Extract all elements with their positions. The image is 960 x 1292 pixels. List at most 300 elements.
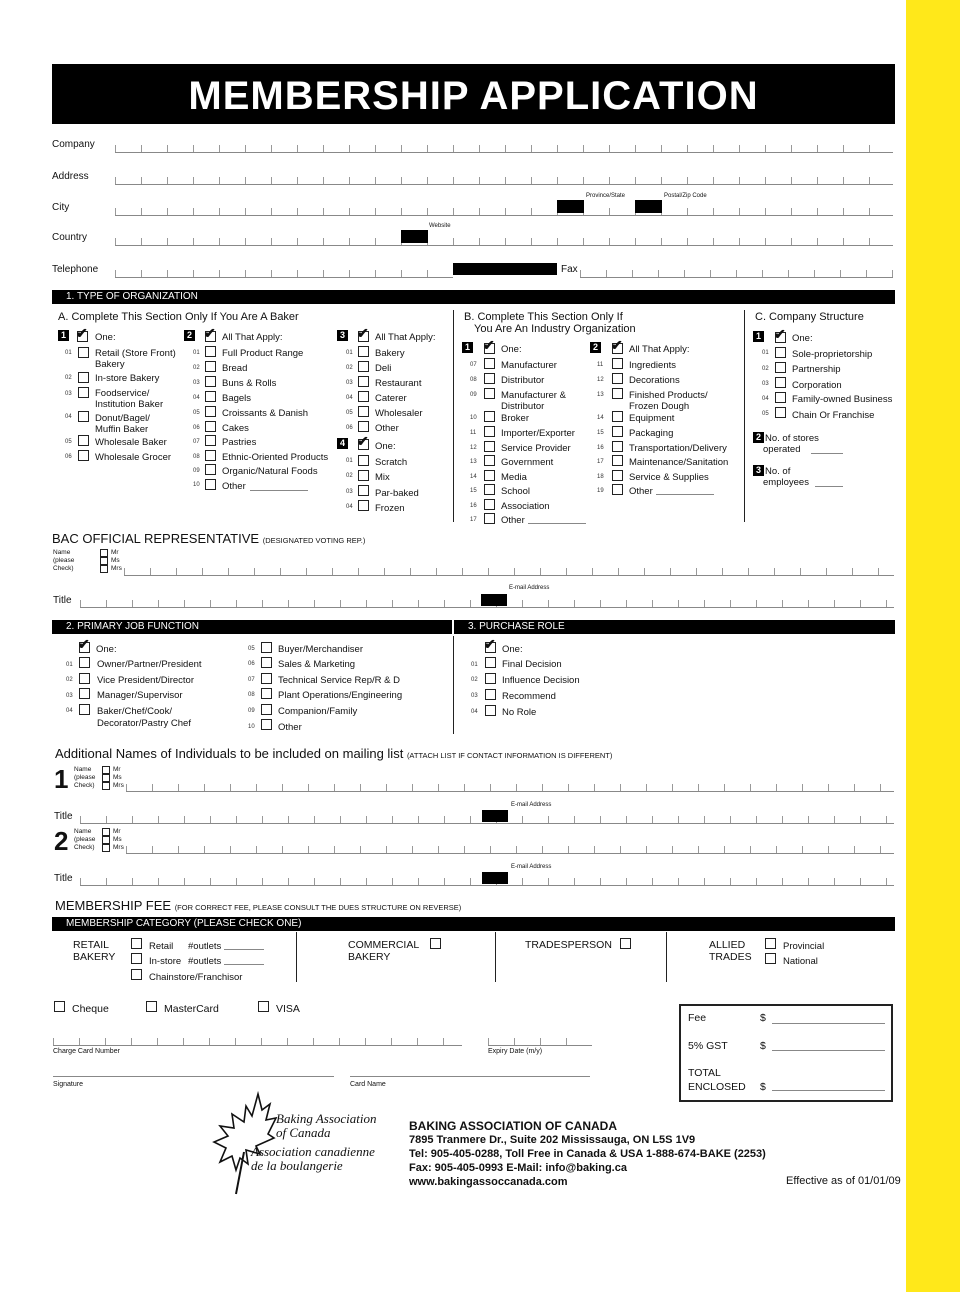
outlets-label: #outlets xyxy=(188,956,222,967)
yellow-edge-strip xyxy=(906,0,960,1292)
group-b2-number: 2 xyxy=(590,342,601,353)
frozen-checkbox[interactable] xyxy=(358,500,369,511)
fee-dollar: $ xyxy=(760,1012,766,1024)
option-index: 04 xyxy=(762,396,769,402)
ms-label: Ms xyxy=(113,836,122,843)
telephone-input[interactable] xyxy=(115,268,453,278)
option-label: Other xyxy=(278,722,302,733)
option-index: 02 xyxy=(66,677,73,683)
group-c3-number: 3 xyxy=(753,465,764,476)
ms-checkbox[interactable] xyxy=(102,774,110,782)
option-index: 06 xyxy=(193,425,200,431)
option-label: Partnership xyxy=(792,364,841,375)
association-checkbox[interactable] xyxy=(484,499,495,510)
footer-fax: Fax: 905-405-0993 E-Mail: info@baking.ca xyxy=(409,1162,627,1174)
option-label: In-store Bakery xyxy=(95,373,160,384)
check-mark-icon: ✔ xyxy=(484,636,496,652)
national-label: National xyxy=(783,956,818,967)
name-label-3: Check) xyxy=(74,782,95,789)
mrs-checkbox[interactable] xyxy=(102,844,110,852)
option-index: 03 xyxy=(193,380,200,386)
additional-2-name-input[interactable] xyxy=(126,844,894,854)
fee-input[interactable] xyxy=(772,1023,885,1024)
plant-operations-checkbox[interactable] xyxy=(261,688,272,699)
group-a2-number: 2 xyxy=(184,330,195,341)
option-index: 10 xyxy=(193,482,200,488)
email-label: E-mail Address xyxy=(511,802,552,808)
option-index: 01 xyxy=(762,350,769,356)
mr-checkbox[interactable] xyxy=(102,766,110,774)
retail-outlets-input[interactable] xyxy=(224,949,264,950)
mr-checkbox[interactable] xyxy=(100,549,108,557)
email-label: E-mail Address xyxy=(509,585,550,591)
option-label: Decorator/Pastry Chef xyxy=(97,718,191,729)
option-index: 08 xyxy=(248,692,255,698)
city-label: City xyxy=(52,202,70,213)
fax-input[interactable] xyxy=(580,268,893,278)
card-number-label: Charge Card Number xyxy=(53,1048,120,1055)
option-index: 13 xyxy=(470,459,477,465)
service-supplies-checkbox[interactable] xyxy=(612,470,623,481)
in-store-bakery-checkbox[interactable] xyxy=(78,372,89,383)
fax-label: Fax xyxy=(561,264,578,275)
retail-bakery-label-2: BAKERY xyxy=(73,951,116,963)
influence-decision-checkbox[interactable] xyxy=(485,673,496,684)
transportation-checkbox[interactable] xyxy=(612,441,623,452)
option-label: Mix xyxy=(375,472,390,483)
option-label: Croissants & Danish xyxy=(222,408,309,419)
ms-checkbox[interactable] xyxy=(102,836,110,844)
vp-checkbox[interactable] xyxy=(79,673,90,684)
visa-label: VISA xyxy=(276,1003,300,1015)
option-label: Owner/Partner/President xyxy=(97,659,202,670)
bagels-checkbox[interactable] xyxy=(205,391,216,402)
option-index: 01 xyxy=(66,662,73,668)
other-b1-checkbox[interactable] xyxy=(484,513,495,524)
distributor-checkbox[interactable] xyxy=(484,373,495,384)
provincial-checkbox[interactable] xyxy=(765,938,776,949)
instore-label: In-store xyxy=(149,956,182,967)
card-name-input[interactable] xyxy=(350,1076,590,1077)
sales-marketing-checkbox[interactable] xyxy=(261,657,272,668)
group-a4-number: 4 xyxy=(337,438,348,449)
full-product-range-checkbox[interactable] xyxy=(205,346,216,357)
scratch-checkbox[interactable] xyxy=(358,455,369,466)
name-label-3: Check) xyxy=(74,844,95,851)
option-index: 07 xyxy=(248,677,255,683)
option-index: 05 xyxy=(193,410,200,416)
country-label: Country xyxy=(52,232,88,243)
option-index: 08 xyxy=(193,454,200,460)
sole-proprietorship-checkbox[interactable] xyxy=(775,347,786,358)
option-index: 12 xyxy=(597,377,604,383)
option-label: Service & Supplies xyxy=(629,472,709,483)
option-index: 01 xyxy=(193,350,200,356)
divider xyxy=(296,932,297,982)
email-label: E-mail Address xyxy=(511,864,552,870)
wholesaler-checkbox[interactable] xyxy=(358,406,369,417)
email-marker xyxy=(481,594,507,606)
manufacturer-distributor-checkbox[interactable] xyxy=(484,388,495,399)
option-label: Buns & Rolls xyxy=(222,378,277,389)
address-label: Address xyxy=(52,171,89,182)
section-c-title: C. Company Structure xyxy=(755,311,864,323)
option-label: Wholesaler xyxy=(375,408,423,419)
additional-names-title-text: Additional Names of Individuals to be included on mailing list xyxy=(55,746,404,761)
option-label: No Role xyxy=(502,707,537,718)
family-owned-checkbox[interactable] xyxy=(775,392,786,403)
option-index: 04 xyxy=(65,414,72,420)
option-label: Finished Products/ xyxy=(629,390,708,401)
mrs-checkbox[interactable] xyxy=(100,565,108,573)
option-label: Sole-proprietorship xyxy=(792,349,873,360)
owner-checkbox[interactable] xyxy=(79,657,90,668)
allied-trades-label-2: TRADES xyxy=(709,951,752,963)
option-label: Full Product Range xyxy=(222,348,304,359)
option-index: 17 xyxy=(470,517,477,523)
check-mark-icon: ✔ xyxy=(357,433,369,449)
divider-job-purchase xyxy=(453,636,454,734)
bakery-a3-checkbox[interactable] xyxy=(358,346,369,357)
footer-org: BAKING ASSOCIATION OF CANADA xyxy=(409,1119,617,1133)
deli-checkbox[interactable] xyxy=(358,361,369,372)
stores-label: No. of stores xyxy=(765,433,819,444)
cakes-checkbox[interactable] xyxy=(205,421,216,432)
option-index: 04 xyxy=(346,395,353,401)
name-label: Name xyxy=(74,766,92,773)
group-a4-one-label: One: xyxy=(375,441,396,452)
mr-label: Mr xyxy=(111,549,119,556)
check-mark-icon: ✔ xyxy=(76,325,88,341)
expiry-label: Expiry Date (m/y) xyxy=(488,1048,543,1055)
option-index: 06 xyxy=(346,425,353,431)
footer-website[interactable]: www.bakingassoccanada.com xyxy=(409,1176,568,1188)
organic-foods-checkbox[interactable] xyxy=(205,464,216,475)
retail-label: Retail xyxy=(149,941,174,952)
option-label: Transportation/Delivery xyxy=(629,443,727,454)
title-label: Title xyxy=(54,811,73,822)
mastercard-label: MasterCard xyxy=(164,1003,219,1015)
equipment-checkbox[interactable] xyxy=(612,411,623,422)
bread-checkbox[interactable] xyxy=(205,361,216,372)
tradesperson-label: TRADESPERSON xyxy=(525,939,612,951)
country-input[interactable] xyxy=(115,236,893,246)
option-label: Ingredients xyxy=(629,360,677,371)
option-label: Technical Service Rep/R & D xyxy=(278,675,400,686)
rep-name-input[interactable] xyxy=(124,566,894,576)
option-label: Wholesale Grocer xyxy=(95,452,172,463)
option-index: 13 xyxy=(597,392,604,398)
option-label: Recommend xyxy=(502,691,556,702)
option-label: Packaging xyxy=(629,428,674,439)
option-label: Manufacturer xyxy=(501,360,557,371)
company-input[interactable] xyxy=(115,143,893,153)
option-label: Frozen Dough xyxy=(629,401,690,412)
option-label: Bakery xyxy=(95,359,125,370)
address-input[interactable] xyxy=(115,175,893,185)
representative-title-text: BAC OFFICIAL REPRESENTATIVE xyxy=(52,531,260,546)
baker-chef-checkbox[interactable] xyxy=(79,704,90,715)
footer-contact xyxy=(409,1119,766,1189)
option-label: School xyxy=(501,486,531,497)
wholesale-grocer-checkbox[interactable] xyxy=(78,450,89,461)
name-label-2: (please xyxy=(53,557,75,564)
option-index: 11 xyxy=(470,430,477,436)
effective-date: Effective as of 01/01/09 xyxy=(786,1175,901,1187)
name-label-3: Check) xyxy=(53,565,74,572)
ingredients-checkbox[interactable] xyxy=(612,358,623,369)
chainstore-checkbox[interactable] xyxy=(131,969,142,980)
representative-note: (DESIGNATED VOTING REP.) xyxy=(262,536,366,545)
media-checkbox[interactable] xyxy=(484,470,495,481)
card-number-input[interactable] xyxy=(53,1036,462,1046)
option-index: 05 xyxy=(65,439,72,445)
option-index: 09 xyxy=(470,392,477,398)
donut-bagel-checkbox[interactable] xyxy=(78,411,89,422)
province-label: Province/State xyxy=(586,193,626,199)
maintenance-checkbox[interactable] xyxy=(612,455,623,466)
mrs-label: Mrs xyxy=(113,844,124,851)
other-a2-input[interactable] xyxy=(250,490,308,491)
decorations-checkbox[interactable] xyxy=(612,373,623,384)
postal-label: Postal/Zip Code xyxy=(664,193,707,199)
other-job-checkbox[interactable] xyxy=(261,719,272,730)
option-label: Broker xyxy=(501,413,529,424)
option-index: 01 xyxy=(471,662,478,668)
other-b1-input[interactable] xyxy=(528,523,586,524)
other-b2-input[interactable] xyxy=(656,494,714,495)
mix-checkbox[interactable] xyxy=(358,470,369,481)
option-label: Par-baked xyxy=(375,488,419,499)
school-checkbox[interactable] xyxy=(484,484,495,495)
option-index: 03 xyxy=(471,693,478,699)
website-marker xyxy=(401,230,428,243)
signature-input[interactable] xyxy=(53,1076,334,1077)
stores-input[interactable] xyxy=(811,453,843,454)
corporation-checkbox[interactable] xyxy=(775,377,786,388)
logo-line-1: Baking Association xyxy=(276,1111,377,1126)
fee-label: Fee xyxy=(688,1012,707,1024)
no-role-checkbox[interactable] xyxy=(485,705,496,716)
title-label: Title xyxy=(54,873,73,884)
wholesale-baker-checkbox[interactable] xyxy=(78,435,89,446)
group-b1-number: 1 xyxy=(462,342,473,353)
option-label: Muffin Baker xyxy=(95,424,149,435)
option-index: 04 xyxy=(66,708,73,714)
option-label: Frozen xyxy=(375,503,405,514)
manager-checkbox[interactable] xyxy=(79,688,90,699)
option-index: 04 xyxy=(346,504,353,510)
company-label: Company xyxy=(52,139,95,150)
option-index: 15 xyxy=(470,488,477,494)
mrs-label: Mrs xyxy=(113,782,124,789)
group-a3-all-label: All That Apply: xyxy=(375,332,436,343)
group-a2-all-label: All That Apply: xyxy=(222,332,283,343)
section-a-title: A. Complete This Section Only If You Are A Baker xyxy=(58,311,299,323)
chainstore-label: Chainstore/Franchisor xyxy=(149,972,243,983)
option-index: 04 xyxy=(193,395,200,401)
option-label: Cakes xyxy=(222,423,249,434)
partnership-checkbox[interactable] xyxy=(775,362,786,373)
tradesperson-checkbox[interactable] xyxy=(620,938,631,949)
option-label: Scratch xyxy=(375,457,408,468)
commercial-bakery-label-2: BAKERY xyxy=(348,951,391,963)
caterer-checkbox[interactable] xyxy=(358,391,369,402)
name-label: Name xyxy=(74,828,92,835)
option-label: Sales & Marketing xyxy=(278,659,356,670)
option-index: 01 xyxy=(346,350,353,356)
option-index: 03 xyxy=(346,380,353,386)
divider-a-b xyxy=(453,310,454,522)
technical-service-checkbox[interactable] xyxy=(261,673,272,684)
ms-label: Ms xyxy=(111,557,120,564)
option-index: 12 xyxy=(470,445,477,451)
buyer-checkbox[interactable] xyxy=(261,642,272,653)
option-index: 02 xyxy=(471,677,478,683)
option-index: 02 xyxy=(193,365,200,371)
option-index: 09 xyxy=(248,708,255,714)
option-label: Other xyxy=(501,515,525,526)
croissants-checkbox[interactable] xyxy=(205,406,216,417)
foodservice-checkbox[interactable] xyxy=(78,387,89,398)
title-label: Title xyxy=(53,595,72,606)
restaurant-checkbox[interactable] xyxy=(358,376,369,387)
option-label: Ethnic-Oriented Products xyxy=(222,452,329,463)
option-label: Buyer/Merchandiser xyxy=(278,644,364,655)
option-index: 05 xyxy=(762,411,769,417)
total-dollar: $ xyxy=(760,1081,766,1093)
finished-products-checkbox[interactable] xyxy=(612,388,623,399)
name-label: Name xyxy=(53,549,71,556)
page-title: MEMBERSHIP APPLICATION xyxy=(52,64,895,124)
broker-checkbox[interactable] xyxy=(484,411,495,422)
option-index: 15 xyxy=(597,430,604,436)
employees-label: No. of xyxy=(765,466,791,477)
stores-label-2: operated xyxy=(763,444,801,455)
option-label: Retail (Store Front) xyxy=(95,348,176,359)
check-mark-icon: ✔ xyxy=(611,337,623,353)
instore-outlets-input[interactable] xyxy=(224,964,264,965)
manufacturer-checkbox[interactable] xyxy=(484,358,495,369)
packaging-checkbox[interactable] xyxy=(612,426,623,437)
entry-number-1: 1 xyxy=(54,764,69,794)
fax-marker xyxy=(453,263,557,275)
option-label: Equipment xyxy=(629,413,675,424)
cheque-label: Cheque xyxy=(72,1003,109,1015)
ms-label: Ms xyxy=(113,774,122,781)
membership-category-header: MEMBERSHIP CATEGORY (PLEASE CHECK ONE) xyxy=(52,917,895,931)
chain-franchise-checkbox[interactable] xyxy=(775,407,786,418)
option-index: 03 xyxy=(346,489,353,495)
divider xyxy=(495,932,496,982)
retail-store-front-checkbox[interactable] xyxy=(78,347,89,358)
gst-input[interactable] xyxy=(772,1050,885,1051)
check-mark-icon: ✔ xyxy=(204,325,216,341)
ms-checkbox[interactable] xyxy=(100,557,108,565)
card-name-label: Card Name xyxy=(350,1081,386,1088)
service-provider-checkbox[interactable] xyxy=(484,441,495,452)
provincial-label: Provincial xyxy=(783,941,825,952)
option-label: Influence Decision xyxy=(502,675,580,686)
other-b2-checkbox[interactable] xyxy=(612,484,623,495)
retail-checkbox[interactable] xyxy=(131,938,142,949)
option-index: 02 xyxy=(762,366,769,372)
government-checkbox[interactable] xyxy=(484,455,495,466)
option-index: 16 xyxy=(470,503,477,509)
option-label: Association xyxy=(501,501,550,512)
par-baked-checkbox[interactable] xyxy=(358,485,369,496)
option-index: 04 xyxy=(471,709,478,715)
option-label: Maintenance/Sanitation xyxy=(629,457,729,468)
option-index: 11 xyxy=(597,362,604,368)
expiry-input[interactable] xyxy=(488,1036,592,1046)
pastries-checkbox[interactable] xyxy=(205,435,216,446)
gst-dollar: $ xyxy=(760,1040,766,1052)
check-mark-icon: ✔ xyxy=(357,325,369,341)
ethnic-products-checkbox[interactable] xyxy=(205,450,216,461)
option-index: 07 xyxy=(193,439,200,445)
employees-input[interactable] xyxy=(815,486,843,487)
option-label: Plant Operations/Engineering xyxy=(278,690,403,701)
option-label: Bread xyxy=(222,363,248,374)
additional-1-name-input[interactable] xyxy=(126,782,894,792)
option-index: 05 xyxy=(346,410,353,416)
logo-line-3: Association canadienne xyxy=(251,1144,375,1159)
option-label: Family-owned Business xyxy=(792,394,893,405)
option-label: Companion/Family xyxy=(278,706,358,717)
check-mark-icon: ✔ xyxy=(774,326,786,342)
option-label: Bagels xyxy=(222,393,252,404)
instore-checkbox[interactable] xyxy=(131,953,142,964)
other-a2-checkbox[interactable] xyxy=(205,479,216,490)
final-decision-checkbox[interactable] xyxy=(485,657,496,668)
cheque-checkbox[interactable] xyxy=(54,1001,65,1012)
option-index: 17 xyxy=(597,459,604,465)
option-label: Baker/Chef/Cook/ xyxy=(97,706,172,717)
job-one-label: One: xyxy=(96,644,117,655)
option-label: Donut/Bagel/ xyxy=(95,413,150,424)
mrs-label: Mrs xyxy=(111,565,122,572)
commercial-bakery-checkbox[interactable] xyxy=(430,938,441,949)
representative-title xyxy=(52,531,365,546)
mr-checkbox[interactable] xyxy=(102,828,110,836)
option-label: Chain Or Franchise xyxy=(792,410,875,421)
other-a3-checkbox[interactable] xyxy=(358,421,369,432)
entry-number-2: 2 xyxy=(54,826,69,856)
group-b1-one-label: One: xyxy=(501,344,522,355)
additional-names-title xyxy=(55,746,612,761)
total-input[interactable] xyxy=(772,1090,885,1091)
buns-rolls-checkbox[interactable] xyxy=(205,376,216,387)
logo-line-4: de la boulangerie xyxy=(251,1158,343,1173)
importer-exporter-checkbox[interactable] xyxy=(484,426,495,437)
recommend-checkbox[interactable] xyxy=(485,689,496,700)
commercial-bakery-label: COMMERCIAL xyxy=(348,939,420,951)
visa-checkbox[interactable] xyxy=(258,1001,269,1012)
option-index: 18 xyxy=(597,474,604,480)
option-label: Importer/Exporter xyxy=(501,428,575,439)
mrs-checkbox[interactable] xyxy=(102,782,110,790)
national-checkbox[interactable] xyxy=(765,953,776,964)
city-input[interactable] xyxy=(115,206,893,216)
mastercard-checkbox[interactable] xyxy=(146,1001,157,1012)
option-index: 01 xyxy=(346,458,353,464)
companion-family-checkbox[interactable] xyxy=(261,704,272,715)
option-label: Restaurant xyxy=(375,378,422,389)
option-index: 07 xyxy=(470,362,477,368)
section-b-title-1: B. Complete This Section Only If xyxy=(464,311,623,323)
option-index: 03 xyxy=(66,693,73,699)
